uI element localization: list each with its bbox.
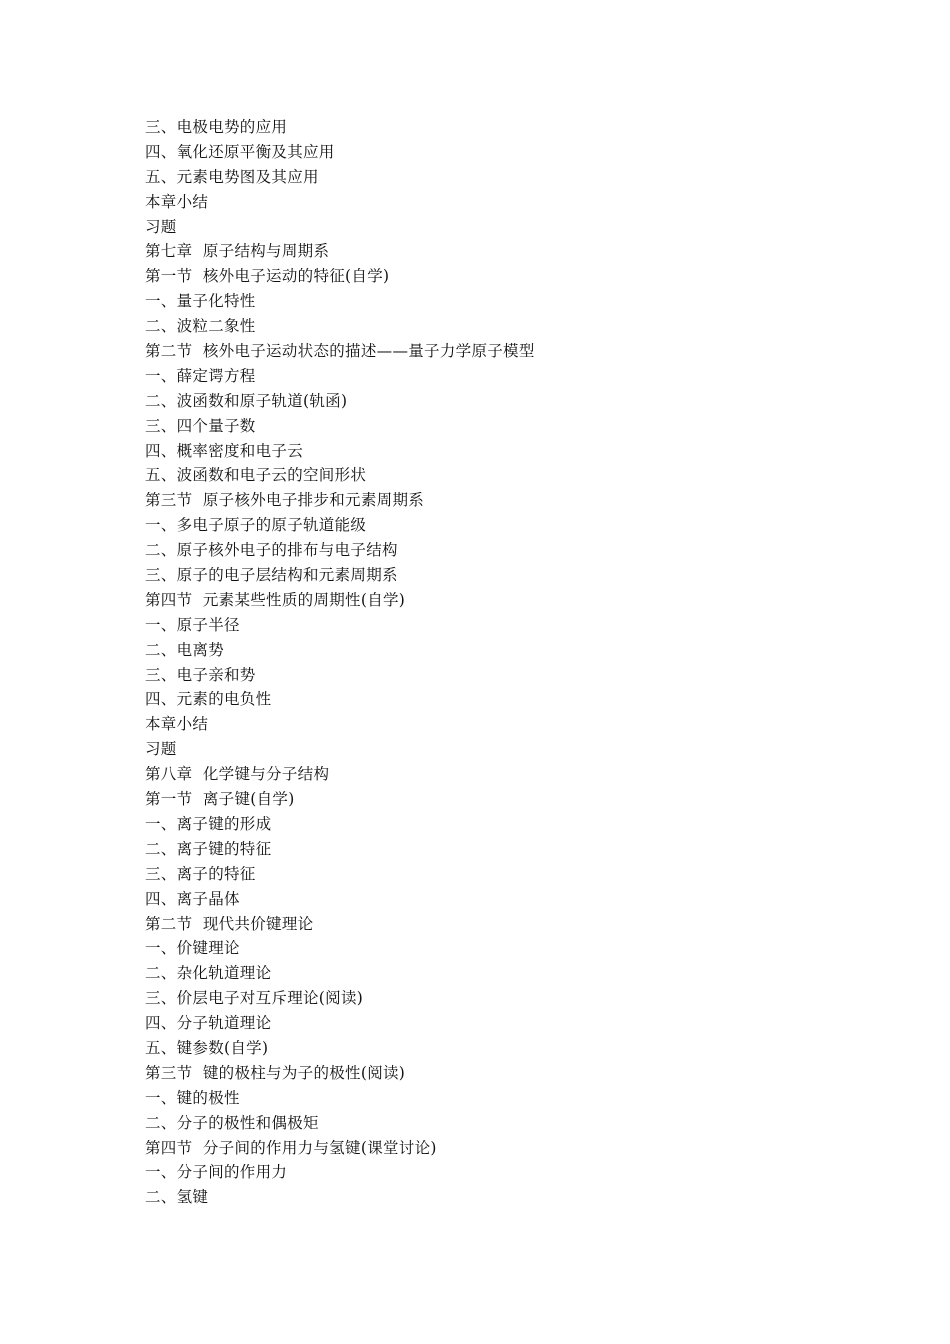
toc-exercises: 习题 (145, 217, 177, 236)
toc-chapter-heading: 第八章 化学键与分子结构 (145, 765, 330, 784)
toc-line: 一、原子半径 (145, 615, 240, 634)
toc-chapter-summary: 本章小结 (145, 192, 209, 211)
toc-line: 四、元素的电负性 (145, 690, 272, 709)
toc-section-heading: 第三节 原子核外电子排步和元素周期系 (145, 491, 425, 510)
toc-line: 一、键的极性 (145, 1088, 240, 1107)
toc-line: 三、价层电子对互斥理论(阅读) (145, 989, 364, 1008)
toc-line: 四、概率密度和电子云 (145, 441, 304, 460)
toc-line: 一、多电子原子的原子轨道能级 (145, 516, 367, 535)
toc-line: 三、电极电势的应用 (145, 118, 288, 136)
toc-line: 二、原子核外电子的排布与电子结构 (145, 541, 398, 560)
toc-line: 一、分子间的作用力 (145, 1163, 288, 1182)
toc-section-heading: 第一节 核外电子运动的特征(自学) (145, 267, 390, 286)
toc-line: 五、波函数和电子云的空间形状 (145, 466, 367, 485)
toc-line: 一、薛定谔方程 (145, 366, 256, 385)
toc-line: 一、量子化特性 (145, 292, 256, 311)
toc-line: 五、元素电势图及其应用 (145, 167, 319, 186)
toc-line: 一、离子键的形成 (145, 814, 272, 833)
toc-chapter-heading: 第七章 原子结构与周期系 (145, 242, 330, 261)
toc-line: 二、离子键的特征 (145, 839, 272, 858)
toc-line: 四、离子晶体 (145, 889, 240, 908)
toc-section-heading: 第一节 离子键(自学) (145, 790, 295, 809)
toc-line: 二、波粒二象性 (145, 317, 256, 336)
toc-chapter-summary: 本章小结 (145, 715, 209, 734)
toc-line: 二、波函数和原子轨道(轨函) (145, 391, 348, 410)
toc-line: 三、离子的特征 (145, 864, 256, 883)
toc-exercises: 习题 (145, 740, 177, 759)
toc-line: 二、杂化轨道理论 (145, 964, 272, 983)
toc-line: 二、分子的极性和偶极矩 (145, 1113, 319, 1132)
table-of-contents (145, 115, 535, 1210)
toc-section-heading: 第四节 分子间的作用力与氢键(课堂讨论) (145, 1138, 437, 1157)
toc-section-heading: 第二节 核外电子运动状态的描述——量子力学原子模型 (145, 342, 535, 361)
toc-section-heading: 第二节 现代共价键理论 (145, 914, 314, 933)
toc-section-heading: 第三节 键的极柱与为子的极性(阅读) (145, 1063, 406, 1082)
toc-line: 三、电子亲和势 (145, 665, 256, 684)
toc-line: 五、键参数(自学) (145, 1038, 269, 1057)
toc-line: 三、四个量子数 (145, 416, 256, 435)
toc-line: 二、电离势 (145, 640, 225, 659)
toc-line: 二、氢键 (145, 1188, 209, 1207)
toc-line: 三、原子的电子层结构和元素周期系 (145, 566, 398, 585)
toc-section-heading: 第四节 元素某些性质的周期性(自学) (145, 590, 406, 609)
toc-line: 一、价键理论 (145, 939, 240, 958)
toc-line: 四、氧化还原平衡及其应用 (145, 142, 335, 161)
toc-line: 四、分子轨道理论 (145, 1014, 272, 1033)
